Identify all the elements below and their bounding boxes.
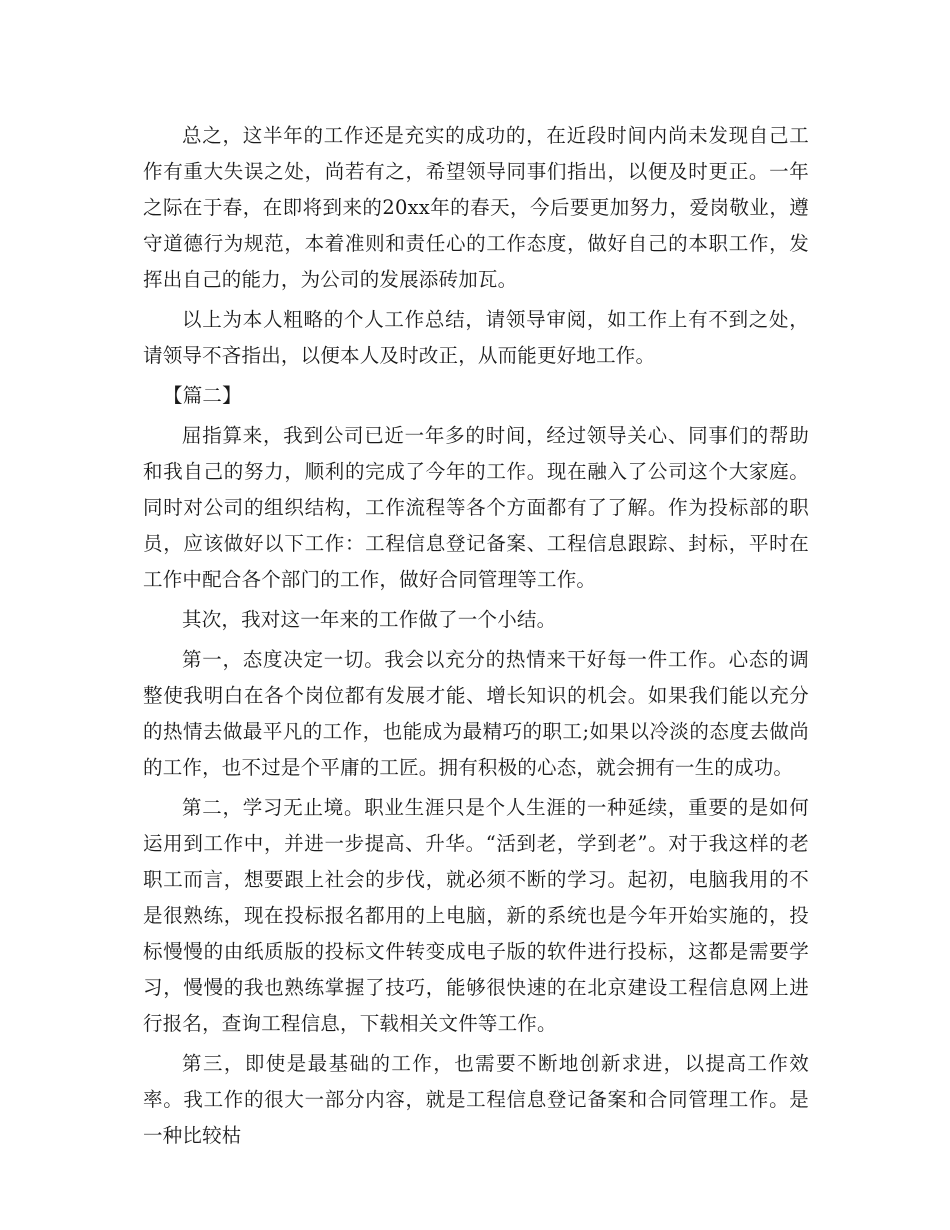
paragraph-closing: 以上为本人粗略的个人工作总结，请领导审阅，如工作上有不到之处，请领导不吝指出，以便本人及时改正，从而能更好地工作。: [143, 308, 809, 367]
paragraph-point-two: 第二，学习无止境。职业生涯只是个人生涯的一种延续，重要的是如何运用到工作中，并进一步提高、升华。“活到老，学到老”。对于我这样的老职工而言，想要跟上社会的步伐，就必须不断的学习。起初，电脑我用的不是很熟练，现在投标报名都用的上电脑，新的系统也是今年开始实施的，投标慢慢的由纸质版的投标文件转变成电子版的软件进行投标，这都是需要学习，慢慢的我也熟练掌握了技巧，能够很快速的在北京建设工程信息网上进行报名，查询工程信息，下载相关文件等工作。: [143, 796, 809, 1035]
paragraph-point-three: 第三，即使是最基础的工作，也需要不断地创新求进，以提高工作效率。我工作的很大一部分内容，就是工程信息登记备案和合同管理工作。是一种比较枯: [143, 1052, 809, 1147]
paragraph-intro: 屈指算来，我到公司已近一年多的时间，经过领导关心、同事们的帮助和我自己的努力，顺利的完成了今年的工作。现在融入了公司这个大家庭。同时对公司的组织结构，工作流程等各个方面都有了了解。作为投标部的职员，应该做好以下工作：工程信息登记备案、工程信息跟踪、封标，平时在工作中配合各个部门的工作，做好合同管理等工作。: [143, 424, 809, 591]
paragraph-summary-intro: 其次，我对这一年来的工作做了一个小结。: [182, 608, 557, 631]
paragraph-point-one: 第一，态度决定一切。我会以充分的热情来干好每一件工作。心态的调整使我明白在各个岗位都有发展才能、增长知识的机会。如果我们能以充分的热情去做最平凡的工作，也能成为最精巧的职工;如果以冷淡的态度去做尚的工作，也不过是个平庸的工匠。拥有积极的心态，就会拥有一生的成功。: [143, 648, 809, 779]
document-body: [143, 118, 809, 1158]
paragraph-summary: 总之，这半年的工作还是充实的成功的，在近段时间内尚未发现自己工作有重大失误之处，尚若有之，希望领导同事们指出，以便及时更正。一年之际在于春，在即将到来的20xx年的春天，今后要更加努力，爱岗敬业，遵守道德行为规范，本着准则和责任心的工作态度，做好自己的本职工作，发挥出自己的能力，为公司的发展添砖加瓦。: [143, 124, 809, 291]
section-heading: 【篇二】: [163, 384, 242, 407]
